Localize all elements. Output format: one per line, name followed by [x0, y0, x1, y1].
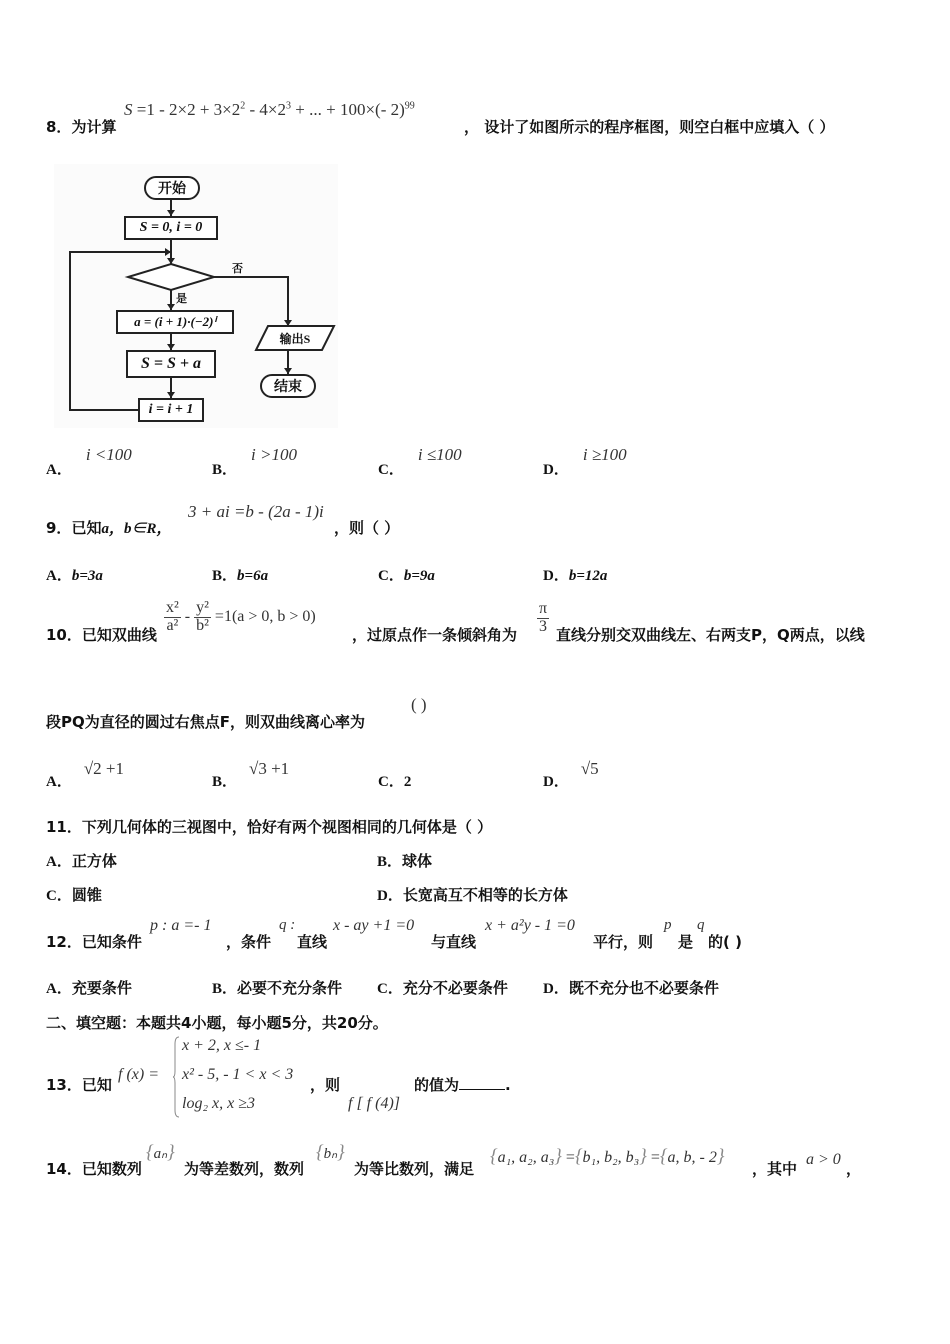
q14-seq-b: {bₙ} [316, 1142, 345, 1163]
option-a[interactable]: A．充要条件 [46, 979, 132, 997]
option-a[interactable]: A．i <100 [46, 445, 132, 478]
q13-tail: 的值为 . [414, 1076, 511, 1094]
q10-tail: 直线分别交双曲线左、右两支P，Q两点，以线 [556, 626, 865, 644]
option-c[interactable]: C．i ≤100 [378, 445, 462, 478]
option-d[interactable]: D．长宽高互不相等的长方体 [377, 886, 568, 904]
answer-blank[interactable] [459, 1075, 505, 1090]
q8-formula: $S =1 - 2\times 2 + 3\times 2^2 - 4\times 2^3$ + ... + 100×(- 2)$^{99}$ [124, 100, 415, 119]
q12-line1: x - ay +1 =0 [333, 917, 415, 934]
question-8-stem [46, 116, 116, 137]
question-number: 8． [46, 118, 72, 136]
option-c[interactable]: C．圆锥 [46, 886, 102, 904]
question-9-stem: 9．已知a，b∈R， [46, 519, 172, 537]
option-a[interactable]: A．b=3a [46, 568, 103, 584]
q13-brace [172, 1036, 180, 1118]
option-d[interactable]: D．既不充分也不必要条件 [543, 979, 719, 997]
option-d[interactable]: D．√5 [543, 759, 599, 790]
flow-yes-label: 是 [176, 293, 187, 305]
q12-line2: x + a²y - 1 =0 [485, 917, 575, 934]
q10-options [46, 758, 746, 788]
q10-hyperbola-equation: $\frac{\text{x²}}{\text{a²}}$ - $\frac{\text{y²}}{\text{b²}}$ =1(a > 0, b > 0) [166, 599, 316, 634]
q12-tail2: 的( ) [708, 933, 742, 951]
q12-is: 是 [678, 933, 694, 951]
q10-mid: ，过原点作一条倾斜角为 [352, 626, 518, 644]
q12-condition-p: p : a =- 1 [150, 917, 212, 934]
flow-init: S = 0, i = 0 [124, 216, 218, 240]
section-2-heading: 二、填空题：本题共4小题，每小题5分，共20分。 [46, 1014, 388, 1032]
q12-tail1: 平行，则 [593, 933, 654, 951]
q12-mid3: 与直线 [431, 933, 477, 951]
q13-case-1: x + 2, x ≤- 1 [182, 1037, 262, 1054]
q14-tail: ，其中 [752, 1160, 798, 1178]
q14-mid1: 为等差数列，数列 [184, 1160, 305, 1178]
option-b[interactable]: B．b=6a [212, 568, 269, 584]
q13-case-2: x² - 5, - 1 < x < 3 [182, 1066, 294, 1083]
flowchart-figure [54, 164, 338, 428]
q10-angle: $\frac{\pi}{3}$ [539, 600, 548, 635]
q9-formula: 3 + ai =b - (2a - 1)i [188, 502, 324, 521]
q12-mid1: ，条件 [226, 933, 272, 951]
option-a[interactable]: A．正方体 [46, 852, 117, 870]
q9-tail: ，则（ ） [334, 519, 400, 537]
flow-step-i: i = i + 1 [138, 398, 204, 422]
q13-fx: f (x) = [118, 1066, 159, 1083]
option-d[interactable]: D．b=12a [543, 568, 608, 584]
option-b[interactable]: B．i >100 [212, 445, 297, 478]
q13-mid: ，则 [310, 1076, 341, 1094]
q8-tail: ， 设计了如图所示的程序框图，则空白框中应填入（ ） [464, 118, 835, 136]
q12-q: q [697, 917, 705, 933]
question-14-stem: 14．已知数列 [46, 1160, 142, 1178]
q14-set-equation: {a₁, a₂, a₃} ={b₁, b₂, b₃} ={a, b, - 2} [490, 1146, 725, 1167]
flow-step-s: S = S + a [126, 350, 216, 378]
q13-target: f [ f (4)] [348, 1095, 400, 1112]
option-b[interactable]: B．√3 +1 [212, 759, 290, 790]
option-c[interactable]: C．2 [378, 774, 412, 790]
option-b[interactable]: B．球体 [377, 852, 433, 870]
q10-paren: ( ) [411, 695, 427, 714]
option-b[interactable]: B．必要不充分条件 [212, 979, 343, 997]
q14-cond: a > 0 [806, 1151, 841, 1168]
option-c[interactable]: C．充分不必要条件 [377, 979, 508, 997]
flow-step-a: a = (i + 1)·(−2)ⁱ [116, 310, 234, 334]
q10-line2: 段PQ为直径的圆过右焦点F，则双曲线离心率为 [46, 713, 365, 731]
question-10-stem: 10．已知双曲线 [46, 626, 157, 644]
flow-output-label: 输出S [279, 332, 311, 346]
q12-condition-q: q : [279, 917, 296, 933]
q14-seq-a: {aₙ} [146, 1142, 175, 1163]
q12-mid2: 直线 [297, 933, 328, 951]
flow-no-label: 否 [232, 263, 243, 275]
option-a[interactable]: A．√2 +1 [46, 759, 125, 790]
q14-end: ， [846, 1160, 862, 1178]
option-d[interactable]: D．i ≥100 [543, 445, 627, 478]
question-11-stem: 11．下列几何体的三视图中，恰好有两个视图相同的几何体是（ ） [46, 818, 493, 836]
q14-mid2: 为等比数列，满足 [354, 1160, 475, 1178]
question-12-stem: 12．已知条件 [46, 933, 142, 951]
option-c[interactable]: C．b=9a [378, 568, 435, 584]
flow-end: 结束 [260, 374, 316, 398]
q8-options [46, 444, 746, 478]
flow-start: 开始 [144, 176, 200, 200]
question-lead: 为计算 [71, 118, 117, 136]
q12-p: p [664, 917, 672, 933]
q13-case-3: log₂ x, x ≥3 [182, 1095, 255, 1112]
question-13-stem: 13．已知 [46, 1076, 112, 1094]
